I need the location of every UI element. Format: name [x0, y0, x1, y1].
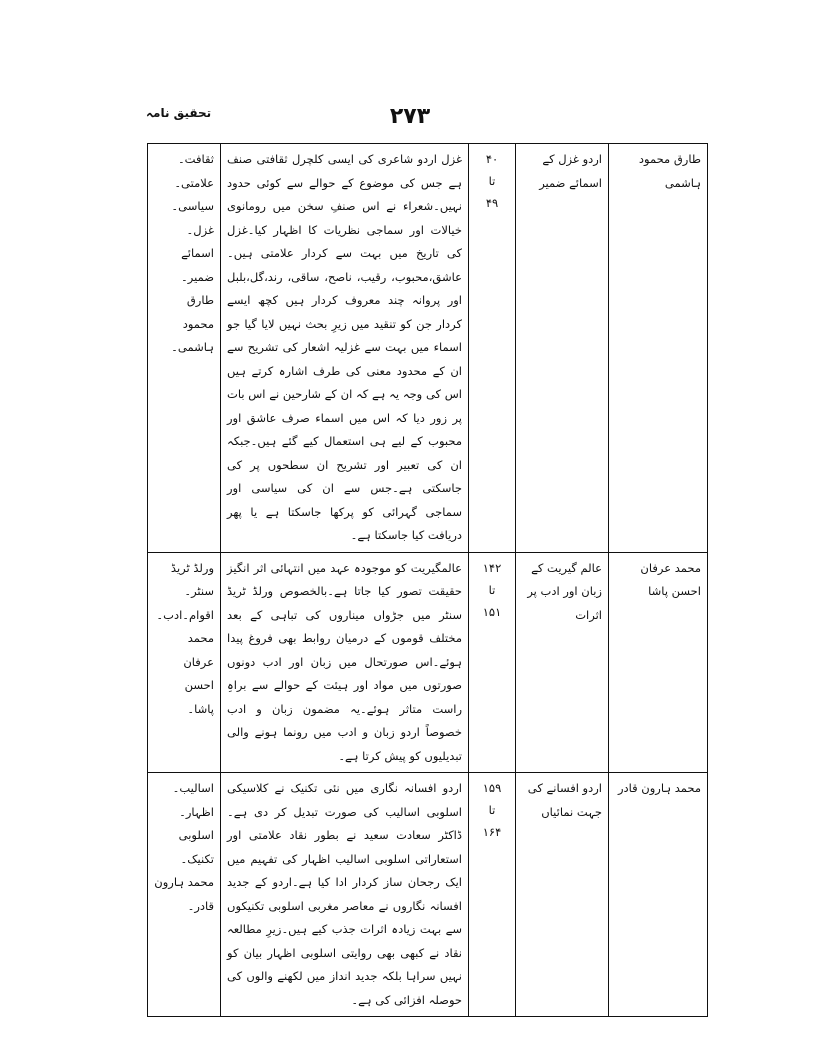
page-range-cell [469, 552, 516, 773]
journal-title: تحقیق نامہ [146, 106, 212, 120]
page-to: تا [488, 803, 496, 817]
keyword: ورلڈ ٹریڈ سنٹر۔ [170, 560, 214, 598]
abstract-cell: غزل اردو شاعری کی ایسی کلچرل ثقافتی صنف ہے جس کی موضوع کے حوالے سے کوئی حدود نہیں۔شعراء نے اس صنفِ سخن میں رومانوی خیالات اور سماجی نظریات کا اظہار کیا۔غزل کی تاریخ میں بہت سے کردار علامتی ہیں۔عاشق،محبوب، رقیب، ناصح، ساقی، رند،گل،بلبل اور پروانہ چند معروف کردار ہیں کچھ ایسے کردار جن کو تنقید میں زیرِ بحث نہیں لایا گیا جو اسماء میں بہت سے غزلیہ اشعار کی تشریح سے ان کے محدود معنی کی طرف اشارہ کرتے ہیں اس کی وجہ یہ ہے کہ ان کے شارحین نے اس بات پر زور دیا کہ اس میں اسماء صرف عاشق اور محبوب کے لیے ہی استعمال کیے گئے ہیں۔جبکہ ان کی تعبیر اور تشریح ان سطحوں پر کی جاسکتی ہے۔جس سے ان کی سیاسی اور سماجی گہرائی کو پرکھا جاسکتا ہے یا پھر دریافت کیا جاسکتا ہے۔ [221, 144, 469, 553]
keywords-cell [148, 773, 221, 1017]
page-number: ۲۷۳ [389, 104, 431, 129]
keyword: طارق محمود ہاشمی۔ [171, 293, 214, 354]
keywords-cell [148, 144, 221, 553]
page-start: ۱۵۹ [482, 781, 502, 795]
abstract-cell: عالمگیریت کو موجودہ عہد میں انتہائی اثر انگیز حقیقت تصور کیا جاتا ہے۔بالخصوص ورلڈ ٹریڈ سنٹر میں جڑواں میناروں کی تباہی کے بعد مختلف قوموں کے درمیان روابط بھی فروغ پیدا ہوئے۔اس صورتحال میں زبان اور ادب دونوں صورتوں میں مواد اور ہیئت کے حوالے سے براہِ راست متاثر ہوئے۔یہ مضمون زبان و ادب خصوصاً اردو زبان و ادب میں رونما ہونے والی تبدیلیوں کو پیش کرتا ہے۔ [221, 552, 469, 773]
keyword: اسمائے ضمیر۔ [181, 246, 214, 284]
author-cell: طارق محمود ہاشمی [609, 144, 708, 553]
page-range-cell [469, 773, 516, 1017]
article-title-cell: اردو غزل کے اسمائے ضمیر [516, 144, 609, 553]
page-to: تا [488, 582, 496, 597]
keyword: پاشا۔ [187, 701, 214, 716]
page-end: ۱۵۱ [482, 604, 502, 619]
page-start: ۱۴۲ [482, 560, 502, 575]
page-to: تا [488, 174, 496, 188]
article-title-cell: اردو افسانے کی جہت نمائیاں [516, 773, 609, 1017]
keyword: سیاسی۔غزل۔ [171, 199, 214, 237]
abstract-cell: اردو افسانہ نگاری میں نئی تکنیک نے کلاسیکی اسلوبی اسالیب کی صورت تبدیل کر دی ہے۔ڈاکٹر سعادت سعید نے بطور نقاد علامتی اور استعاراتی اسلوبی اسالیب اظہار کی تفہیم میں ایک رجحان ساز کردار ادا کیا ہے۔اردو کے جدید افسانہ نگاروں نے معاصر مغربی اسلوبی تکنیکوں سے بہت زیادہ اثرات جذب کیے ہیں۔زیرِ مطالعہ نقاد نے کبھی بھی روایتی اسلوبی اظہار بیان کو نہیں سراہا بلکہ جدید انداز میں لکھنے والوں کی حوصلہ افزائی کی ہے۔ [221, 773, 469, 1017]
keyword: محمد عرفان احسن [183, 631, 214, 692]
page-end: ۱۶۴ [482, 825, 502, 839]
article-index-table [147, 143, 708, 1017]
keyword: اقوام۔ادب۔ [156, 607, 214, 622]
article-title-cell: عالم گیریت کے زبان اور ادب پر اثرات [516, 552, 609, 773]
keyword: محمد ہارون قادر۔ [154, 875, 214, 913]
keyword: اسلوبی تکنیک۔ [178, 828, 214, 866]
table-row [148, 144, 708, 553]
keywords-cell [148, 552, 221, 773]
table-row [148, 773, 708, 1017]
table-row [148, 552, 708, 773]
author-cell: محمد ہارون قادر [609, 773, 708, 1017]
keyword: اسالیب۔اظہار۔ [172, 781, 214, 819]
page-start: ۴۰ [485, 152, 499, 166]
author-cell: محمد عرفان احسن پاشا [609, 552, 708, 773]
page-range-cell [469, 144, 516, 553]
page-end: ۴۹ [485, 196, 499, 210]
keyword: ثقافت۔علامتی۔ [174, 152, 214, 190]
